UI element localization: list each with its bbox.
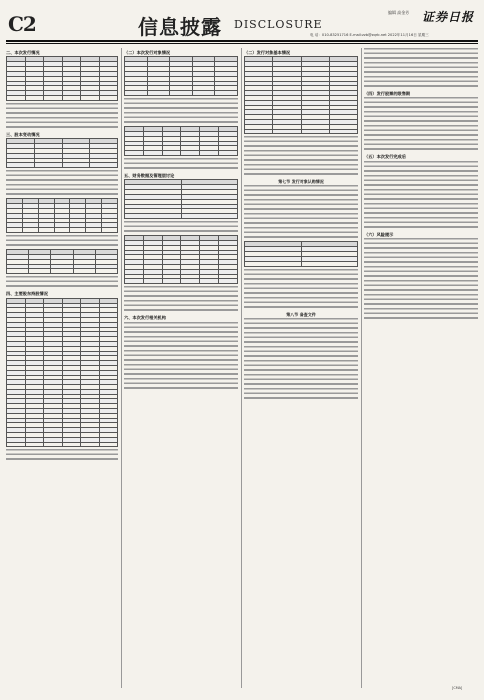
body-text <box>124 221 238 234</box>
column-divider <box>241 48 242 688</box>
body-text <box>244 199 358 212</box>
body-text <box>364 161 478 174</box>
body-text <box>364 48 478 61</box>
section-title: 信息披露 <box>138 15 222 39</box>
body-text <box>244 185 358 198</box>
column-heading: 三、股本变动情况 <box>6 131 40 137</box>
data-table <box>6 138 118 168</box>
body-text <box>244 150 358 163</box>
body-text <box>244 164 358 177</box>
body-text <box>364 125 478 138</box>
column-heading: （六）风险提示 <box>364 231 394 237</box>
body-text <box>124 336 238 349</box>
body-text <box>6 117 118 130</box>
body-text <box>244 269 358 282</box>
data-table <box>124 126 238 156</box>
column-2 <box>124 48 238 690</box>
column-heading: 四、主要股东持股情况 <box>6 291 48 297</box>
body-text <box>244 283 358 296</box>
body-text <box>6 184 118 197</box>
data-table <box>6 298 118 448</box>
body-text <box>6 103 118 116</box>
body-text <box>124 286 238 299</box>
data-table <box>6 249 118 274</box>
column-divider <box>121 48 122 688</box>
data-table <box>6 56 118 100</box>
contact-line: 电 话：010-83251716 E-mail:zzb@zqrb.net 2022年11月16日 星期三 <box>310 33 429 37</box>
newspaper-page <box>6 6 478 694</box>
body-text <box>244 213 358 226</box>
body-text <box>244 136 358 149</box>
body-text <box>364 76 478 89</box>
column-heading: （二）发行对象基本情况 <box>244 50 291 55</box>
body-text <box>6 235 118 248</box>
column-heading: 六、本次发行相关机构 <box>124 315 166 321</box>
column-divider <box>361 48 362 688</box>
column-4 <box>364 48 478 690</box>
body-text <box>244 297 358 310</box>
column-heading: （四）发行股票的限售期 <box>364 91 411 96</box>
newspaper-logo: 证券日报 <box>422 10 475 24</box>
body-text <box>6 170 118 183</box>
body-text <box>364 139 478 152</box>
header-rule-thin <box>6 43 478 44</box>
data-table <box>124 235 238 284</box>
data-table <box>244 241 358 266</box>
section-subtitle: DISCLOSURE <box>234 18 323 31</box>
editor-line: 编辑 高金芳 <box>388 10 410 15</box>
body-text <box>124 322 238 335</box>
masthead <box>6 6 478 46</box>
column-1 <box>6 48 118 690</box>
column-3 <box>244 48 358 690</box>
column-heading: 五、财务数据及管理层讨论 <box>124 172 175 178</box>
data-table <box>124 56 238 96</box>
header-rule <box>6 40 478 42</box>
body-text <box>364 266 478 279</box>
page-number: C2 <box>8 12 36 36</box>
body-text <box>364 175 478 188</box>
body-text <box>124 300 238 313</box>
body-text <box>124 112 238 125</box>
body-text <box>364 308 478 321</box>
body-text <box>364 203 478 216</box>
body-text <box>364 189 478 202</box>
chapter-heading: 第八节 备查文件 <box>286 311 316 317</box>
body-text <box>244 374 358 387</box>
column-heading: （二）本次发行对象情况 <box>124 50 171 55</box>
body-text <box>244 227 358 240</box>
data-table <box>244 56 358 134</box>
body-text <box>6 449 118 462</box>
data-table <box>6 198 118 233</box>
body-text <box>244 388 358 401</box>
footer-stamp: [CMA] <box>452 686 463 690</box>
body-text <box>364 252 478 265</box>
column-heading: （五）本次发行完成后 <box>364 154 406 160</box>
body-text <box>364 294 478 307</box>
body-text <box>124 158 238 171</box>
body-text <box>364 97 478 110</box>
body-text <box>124 350 238 363</box>
body-text <box>364 217 478 230</box>
body-text <box>124 98 238 111</box>
body-text <box>244 360 358 373</box>
body-text <box>364 238 478 251</box>
body-text <box>244 346 358 359</box>
body-text <box>124 364 238 377</box>
body-text <box>6 276 118 289</box>
body-text <box>244 318 358 331</box>
body-text <box>364 280 478 293</box>
data-table <box>124 179 238 219</box>
column-heading: 二、本次发行情况 <box>6 50 40 55</box>
chapter-heading: 第七节 发行对象认购情况 <box>278 179 324 185</box>
body-text <box>364 62 478 75</box>
body-text <box>124 378 238 391</box>
body-text <box>244 332 358 345</box>
body-text <box>364 111 478 124</box>
